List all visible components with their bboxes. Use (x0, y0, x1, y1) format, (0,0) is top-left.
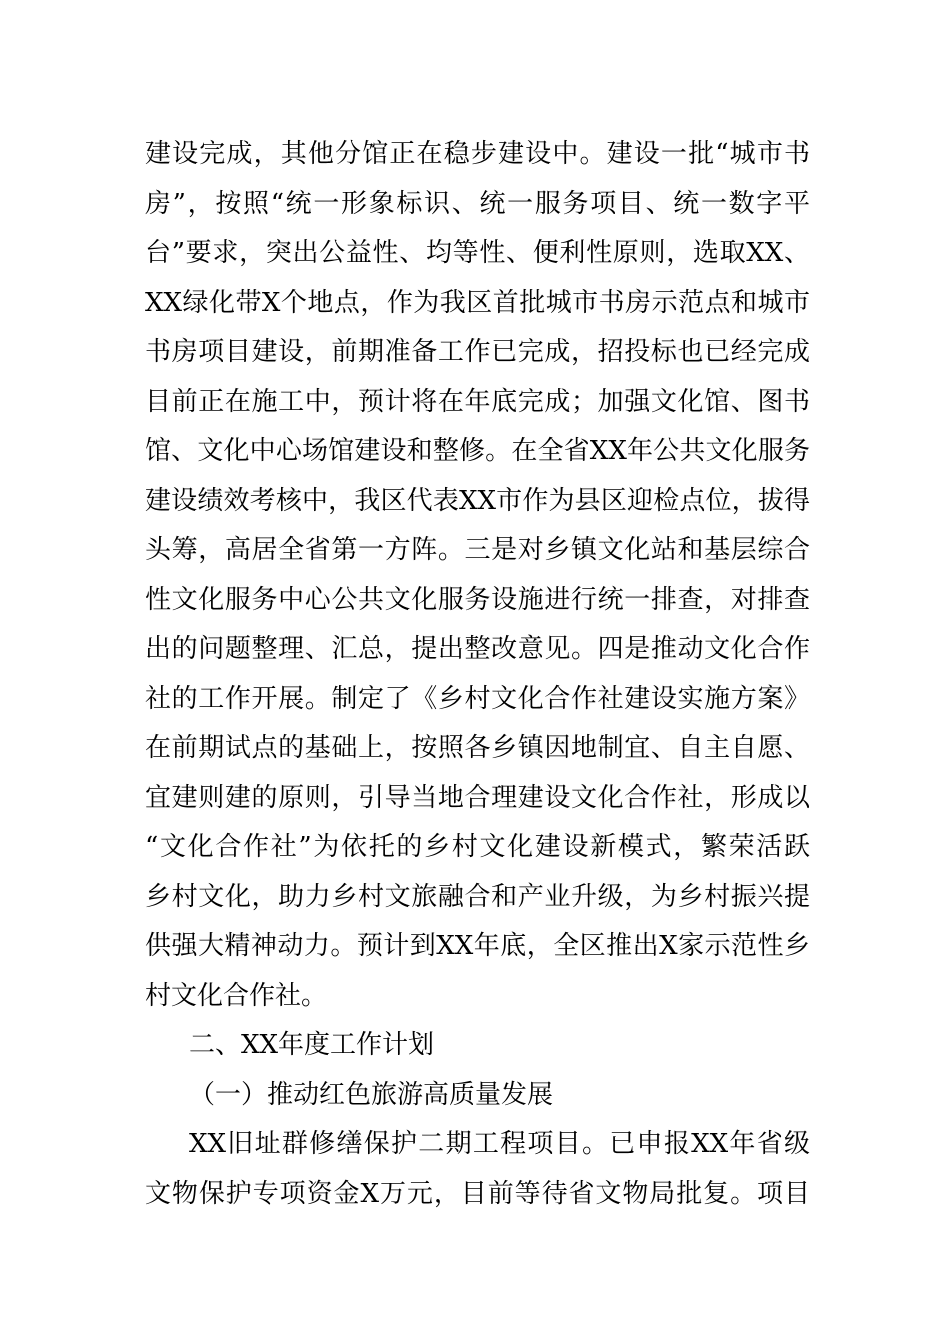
body-line-paragraph-start: XX旧址群修缮保护二期工程项目。已申报XX年省级 (189, 1129, 810, 1159)
body-line: 文物保护专项资金X万元，目前等待省文物局批复。项目 (145, 1178, 810, 1209)
body-line: “文化合作社”为依托的乡村文化建设新模式，繁荣活跃 (145, 832, 810, 862)
body-line: 台”要求，突出公益性、均等性、便利性原则，选取XX、 (145, 238, 810, 268)
body-line: 在前期试点的基础上，按照各乡镇因地制宜、自主自愿、 (145, 733, 810, 763)
body-line: 头筹，高居全省第一方阵。三是对乡镇文化站和基层综合 (145, 535, 810, 565)
section-heading: 二、XX年度工作计划 (189, 1030, 435, 1060)
body-line: XX绿化带X个地点，作为我区首批城市书房示范点和城市 (145, 287, 810, 318)
body-line: 馆、文化中心场馆建设和整修。在全省XX年公共文化服务 (145, 436, 810, 466)
body-line: 目前正在施工中，预计将在年底完成；加强文化馆、图书 (145, 386, 810, 417)
body-line: 宜建则建的原则，引导当地合理建设文化合作社，形成以 (145, 782, 810, 813)
body-line: 乡村文化，助力乡村文旅融合和产业升级，为乡村振兴提 (145, 881, 810, 912)
body-line-paragraph-end: 村文化合作社。 (145, 980, 328, 1011)
subsection-heading: （一）推动红色旅游高质量发展 (189, 1079, 554, 1110)
body-line: 建设绩效考核中，我区代表XX市作为县区迎检点位，拔得 (145, 485, 810, 516)
body-line: 供强大精神动力。预计到XX年底，全区推出X家示范性乡 (145, 931, 810, 961)
body-line: 建设完成，其他分馆正在稳步建设中。建设一批“城市书 (145, 139, 810, 169)
document-body (145, 130, 810, 1219)
body-line: 社的工作开展。制定了《乡村文化合作社建设实施方案》 (145, 683, 810, 714)
body-line: 房”，按照“统一形象标识、统一服务项目、统一数字平 (145, 188, 810, 219)
body-line: 性文化服务中心公共文化服务设施进行统一排查，对排查 (145, 584, 810, 615)
body-line: 书房项目建设，前期准备工作已完成，招投标也已经完成 (145, 337, 810, 367)
body-line: 出的问题整理、汇总，提出整改意见。四是推动文化合作 (145, 634, 810, 664)
